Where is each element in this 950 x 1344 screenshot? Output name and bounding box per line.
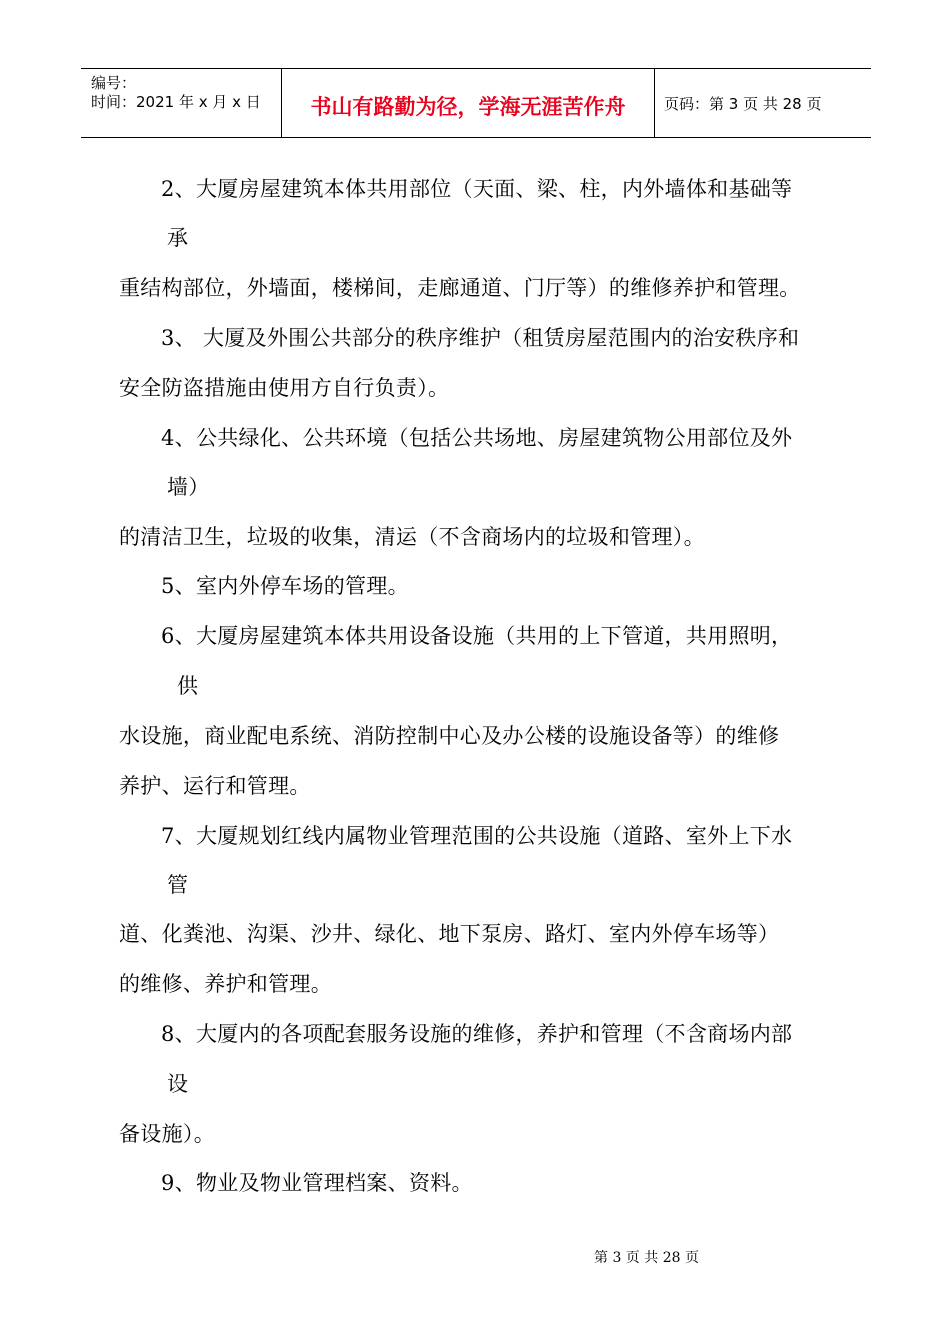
item-8-line-2: 设 xyxy=(167,1072,189,1096)
header-page-info: 页码：第 3 页 共 28 页 xyxy=(664,95,822,113)
item-9-line-1: 9、物业及物业管理档案、资料。 xyxy=(161,1171,473,1195)
header-left-cell xyxy=(81,69,281,137)
document-header xyxy=(81,68,871,138)
item-7-line-4: 的维修、养护和管理。 xyxy=(119,972,332,996)
item-4-line-1: 4、公共绿化、公共环境（包括公共场地、房屋建筑物公用部位及外 xyxy=(161,426,793,450)
item-5-line-1: 5、室内外停车场的管理。 xyxy=(161,574,409,598)
header-page-cell xyxy=(654,69,871,137)
item-3-line-1: 3、 大厦及外围公共部分的秩序维护（租赁房屋范围内的治安秩序和 xyxy=(161,326,800,350)
item-2-line-1: 2、大厦房屋建筑本体共用部位（天面、梁、柱，内外墙体和基础等 xyxy=(161,177,793,201)
item-4-line-3: 的清洁卫生，垃圾的收集，清运（不含商场内的垃圾和管理）。 xyxy=(119,525,705,549)
item-3-line-2: 安全防盗措施由使用方自行负责）。 xyxy=(119,376,450,400)
item-7-line-2: 管 xyxy=(167,873,189,897)
time-label: 时间：2021 年 x 月 x 日 xyxy=(91,93,261,111)
item-6-line-2: 供 xyxy=(177,674,199,698)
item-2-line-2: 承 xyxy=(167,226,189,250)
header-motto: 书山有路勤为径，学海无涯苦作舟 xyxy=(310,95,626,119)
item-7-line-3: 道、化粪池、沟渠、沙井、绿化、地下泵房、路灯、室内外停车场等） xyxy=(119,922,780,946)
item-6-line-1: 6、大厦房屋建筑本体共用设备设施（共用的上下管道，共用照明， xyxy=(161,624,793,648)
item-7-line-1: 7、大厦规划红线内属物业管理范围的公共设施（道路、室外上下水 xyxy=(161,824,793,848)
header-motto-cell xyxy=(281,69,655,137)
item-4-line-2: 墙） xyxy=(167,475,210,499)
serial-label: 编号： xyxy=(91,74,137,92)
item-8-line-1: 8、大厦内的各项配套服务设施的维修，养护和管理（不含商场内部 xyxy=(161,1022,793,1046)
item-2-line-3: 重结构部位，外墙面，楼梯间，走廊通道、门厅等）的维修养护和管理。 xyxy=(119,276,801,300)
page-footer: 第 3 页 共 28 页 xyxy=(594,1250,699,1266)
item-8-line-3: 备设施）。 xyxy=(119,1122,215,1146)
item-6-line-3: 水设施，商业配电系统、消防控制中心及办公楼的设施设备等）的维修 xyxy=(119,724,780,748)
item-6-line-4: 养护、运行和管理。 xyxy=(119,774,311,798)
